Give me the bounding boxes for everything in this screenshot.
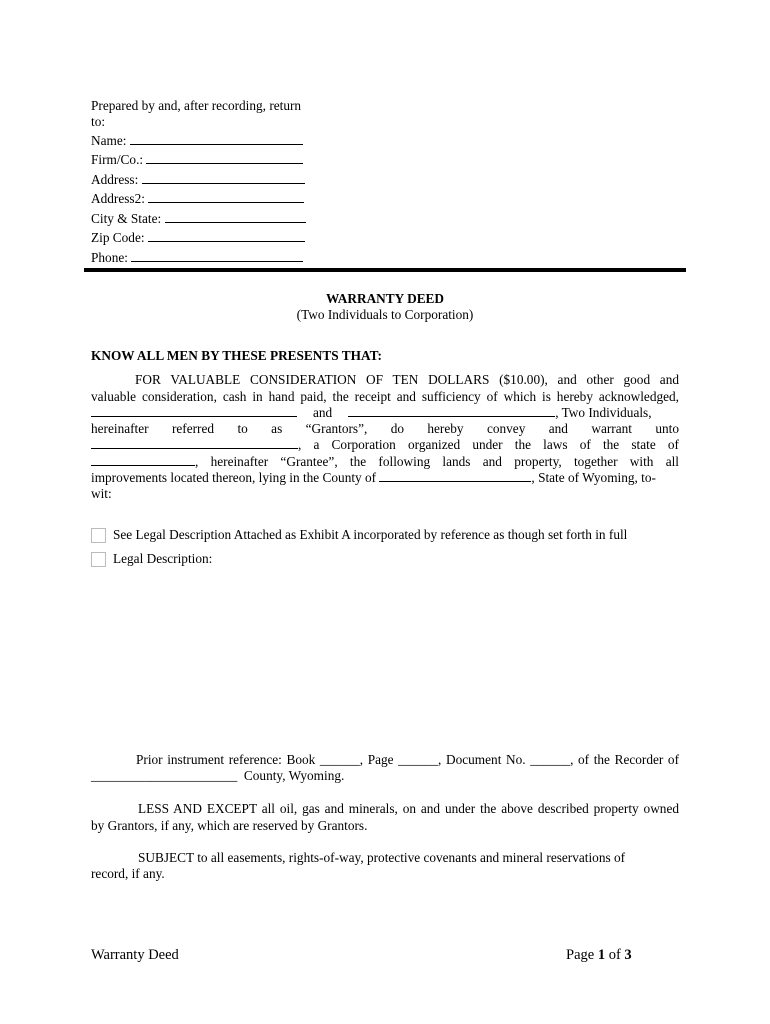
county-blank[interactable] <box>379 470 531 482</box>
name-field[interactable] <box>91 131 303 151</box>
address2-field[interactable] <box>91 189 304 209</box>
prepared-by-label-cont: to: <box>91 114 106 129</box>
less-except-line-2: by Grantors, if any, which are reserved by Grantors. <box>91 818 368 833</box>
word: hereby <box>427 421 464 436</box>
word: as <box>271 421 283 436</box>
state-blank[interactable] <box>91 454 195 466</box>
total-pages: 3 <box>624 947 632 963</box>
consideration-line-1: FOR VALUABLE CONSIDERATION OF TEN DOLLARS ($10.00), and other good and <box>135 372 679 387</box>
of-word: of <box>608 947 621 963</box>
word: hereinafter <box>91 421 149 436</box>
firm-label: Firm/Co.: <box>91 152 144 167</box>
subject-line-2: record, if any. <box>91 866 165 881</box>
address-field[interactable] <box>91 170 305 190</box>
corporation-text: , a Corporation organized under the laws of the state of <box>298 437 679 452</box>
grantee-blank[interactable] <box>91 437 298 449</box>
zip-field[interactable] <box>91 228 305 248</box>
firm-blank[interactable] <box>146 152 303 164</box>
less-except-line-1: LESS AND EXCEPT all oil, gas and minerals, on and under the above described property owned <box>138 801 679 816</box>
county-text: improvements located thereon, lying in the County of <box>91 470 377 485</box>
to-wit-text: wit: <box>91 486 112 501</box>
two-individuals-text: , Two Individuals, <box>555 405 652 420</box>
phone-field[interactable] <box>91 248 303 268</box>
phone-blank[interactable] <box>131 250 303 262</box>
firm-field[interactable] <box>91 150 303 170</box>
word: unto <box>655 421 679 436</box>
grantor2-blank[interactable] <box>348 405 555 417</box>
legal-description-checkbox[interactable] <box>91 552 106 567</box>
name-label: Name: <box>91 133 127 148</box>
address2-blank[interactable] <box>148 191 304 203</box>
city-state-label: City & State: <box>91 211 162 226</box>
address-label: Address: <box>91 172 139 187</box>
exhibit-a-label: See Legal Description Attached as Exhibit A incorporated by reference as though set forth in full <box>113 527 628 542</box>
document-title: WARRANTY DEED <box>325 291 445 306</box>
footer-page-number <box>566 947 632 964</box>
header-divider <box>84 268 686 272</box>
city-state-blank[interactable] <box>165 211 306 223</box>
name-blank[interactable] <box>130 133 303 145</box>
prior-instrument-line-2: ______________________ County, Wyoming. <box>91 768 345 783</box>
prepared-by-label: Prepared by and, after recording, return <box>91 98 302 113</box>
document-subtitle: (Two Individuals to Corporation) <box>296 307 474 322</box>
page-word: Page <box>566 947 595 963</box>
zip-blank[interactable] <box>148 230 305 242</box>
word: convey <box>486 421 526 436</box>
footer-doc-name: Warranty Deed <box>91 947 179 963</box>
word: referred <box>171 421 215 436</box>
city-state-field[interactable] <box>91 209 306 229</box>
word: do <box>390 421 404 436</box>
word: and <box>548 421 568 436</box>
word: “Grantors”, <box>305 421 368 436</box>
address2-label: Address2: <box>91 191 145 206</box>
hereinafter-line <box>91 421 679 438</box>
prior-instrument-line-1: Prior instrument reference: Book ______, Page ______, Document No. ______, of the Recorder of <box>136 752 679 767</box>
consideration-line-2: valuable consideration, cash in hand paid, the receipt and sufficiency of which is hereby acknowledged, <box>91 389 679 404</box>
body-heading: KNOW ALL MEN BY THESE PRESENTS THAT: <box>91 348 382 363</box>
subject-line-1: SUBJECT to all easements, rights-of-way, protective covenants and mineral reservations of <box>138 850 626 865</box>
exhibit-a-checkbox[interactable] <box>91 528 106 543</box>
word: warrant <box>591 421 632 436</box>
address-blank[interactable] <box>142 172 305 184</box>
grantee-text: , hereinafter “Grantee”, the following lands and property, together with all <box>195 454 679 469</box>
and-label: and <box>313 405 333 420</box>
current-page: 1 <box>597 947 606 963</box>
grantor1-blank[interactable] <box>91 405 297 417</box>
phone-label: Phone: <box>91 250 128 265</box>
zip-label: Zip Code: <box>91 230 145 245</box>
legal-description-label: Legal Description: <box>113 551 213 566</box>
word: to <box>237 421 248 436</box>
state-wyoming-text: , State of Wyoming, to- <box>531 470 656 485</box>
